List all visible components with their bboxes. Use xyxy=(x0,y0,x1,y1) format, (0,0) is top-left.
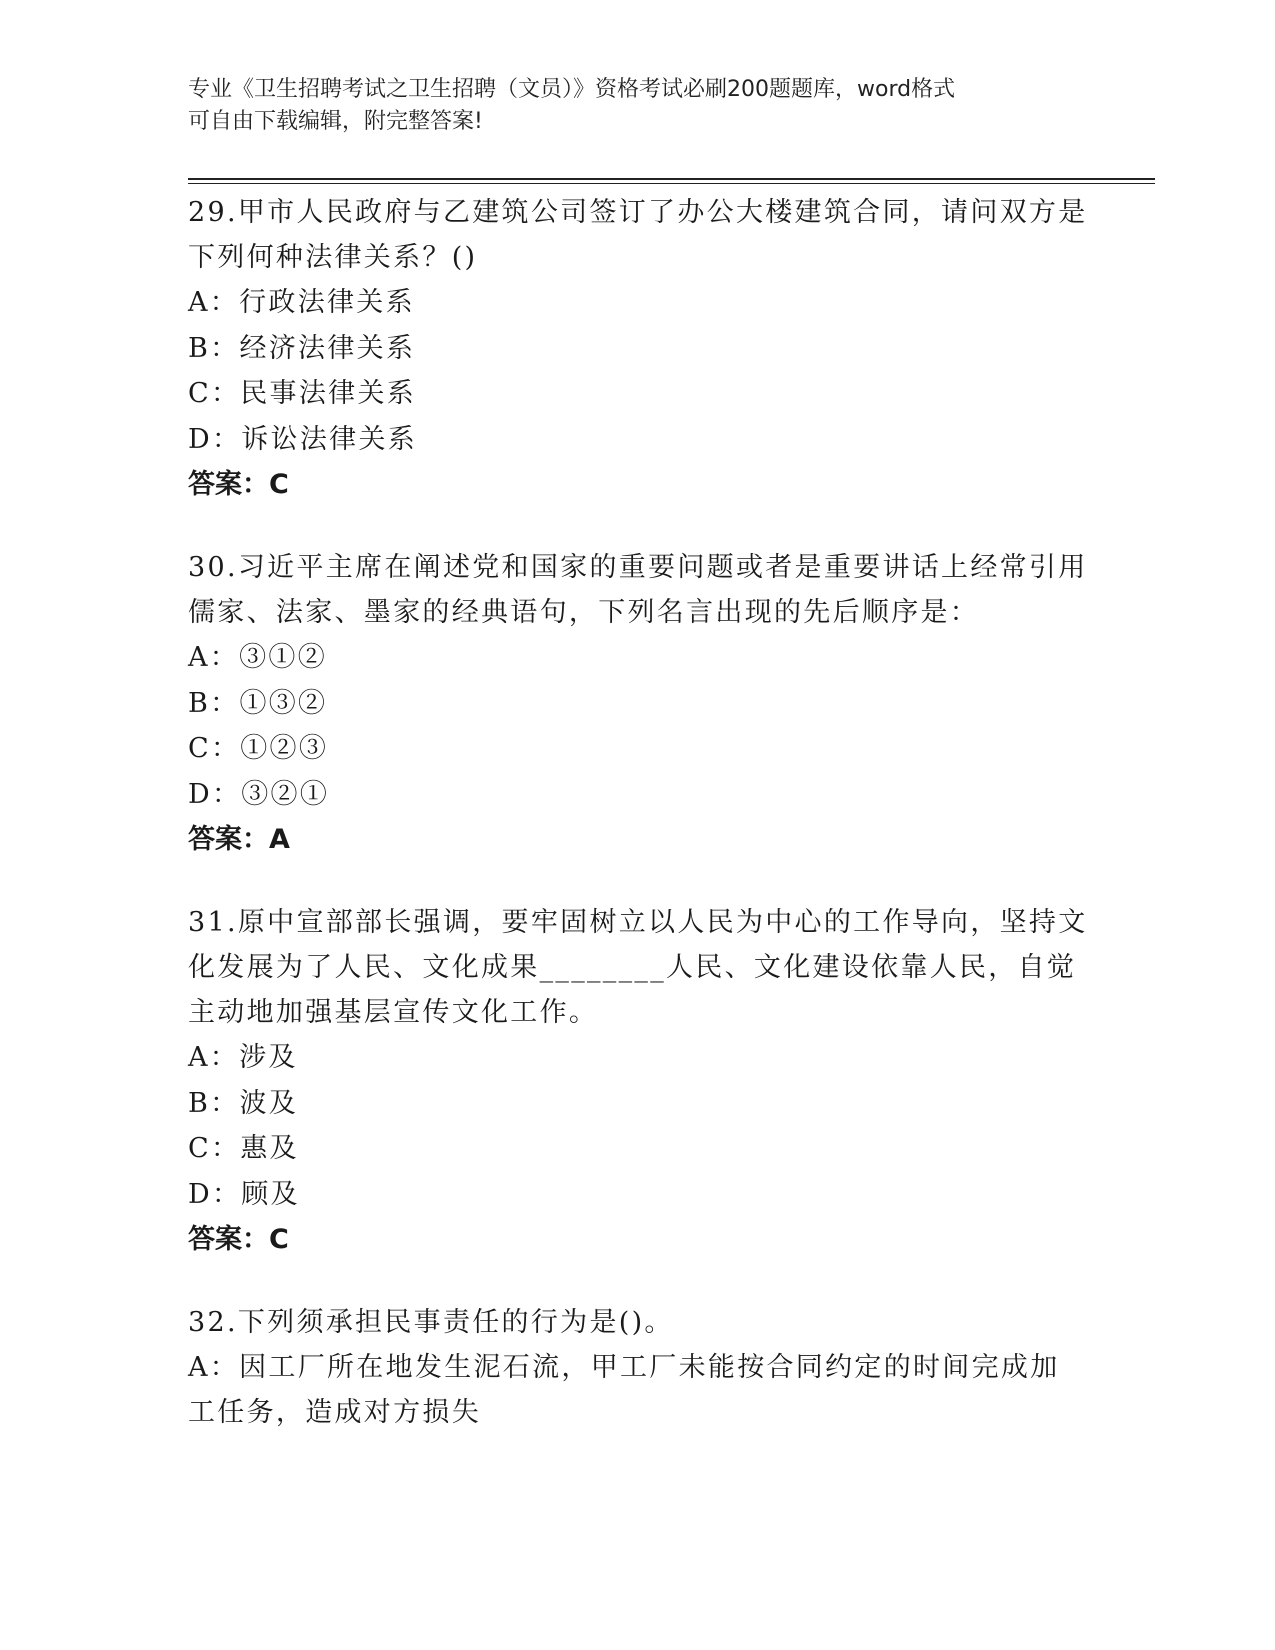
question-31 xyxy=(188,900,1088,1262)
option-d: D：诉讼法律关系 xyxy=(188,423,418,455)
answer: 答案：C xyxy=(188,1224,289,1255)
option-b: B：①③② xyxy=(188,687,328,719)
question-32 xyxy=(188,1300,1088,1435)
header-rule-thick xyxy=(188,178,1155,180)
option-a: A：涉及 xyxy=(188,1042,298,1073)
question-stem: 31.原中宣部部长强调，要牢固树立以人民为中心的工作导向，坚持文化发展为了人民、文化成果________人民、文化建设依靠人民，自觉主动地加强基层宣传文化工作。 xyxy=(188,907,1088,1028)
option-c: C：①②③ xyxy=(188,733,329,764)
option-a: A：行政法律关系 xyxy=(188,287,415,318)
option-d: D：③②① xyxy=(188,778,330,810)
option-b: B：经济法律关系 xyxy=(188,332,416,364)
option-c: C：惠及 xyxy=(188,1133,299,1164)
option-b: B：波及 xyxy=(188,1087,299,1119)
question-stem: 30.习近平主席在阐述党和国家的重要问题或者是重要讲话上经常引用儒家、法家、墨家的经典语句，下列名言出现的先后顺序是： xyxy=(188,552,1088,628)
option-a: A：因工厂所在地发生泥石流，甲工厂未能按合同约定的时间完成加工任务，造成对方损失 xyxy=(188,1352,1060,1428)
option-a: A：③①② xyxy=(188,642,327,673)
question-list xyxy=(188,190,1088,1473)
question-stem: 32.下列须承担民事责任的行为是()。 xyxy=(188,1307,674,1338)
question-stem: 29.甲市人民政府与乙建筑公司签订了办公大楼建筑合同，请问双方是下列何种法律关系？() xyxy=(188,197,1088,273)
option-d: D：顾及 xyxy=(188,1178,300,1210)
answer: 答案：C xyxy=(188,469,289,500)
question-30 xyxy=(188,545,1088,862)
answer: 答案：A xyxy=(188,824,290,855)
option-c: C：民事法律关系 xyxy=(188,378,417,409)
header-rule-thin xyxy=(188,183,1155,184)
header-line-2: 可自由下载编辑，附完整答案! xyxy=(188,109,483,134)
header-line-1: 专业《卫生招聘考试之卫生招聘（文员）》资格考试必刷200题题库，word格式 xyxy=(188,77,956,102)
document-header xyxy=(188,74,1068,138)
question-29 xyxy=(188,190,1088,507)
